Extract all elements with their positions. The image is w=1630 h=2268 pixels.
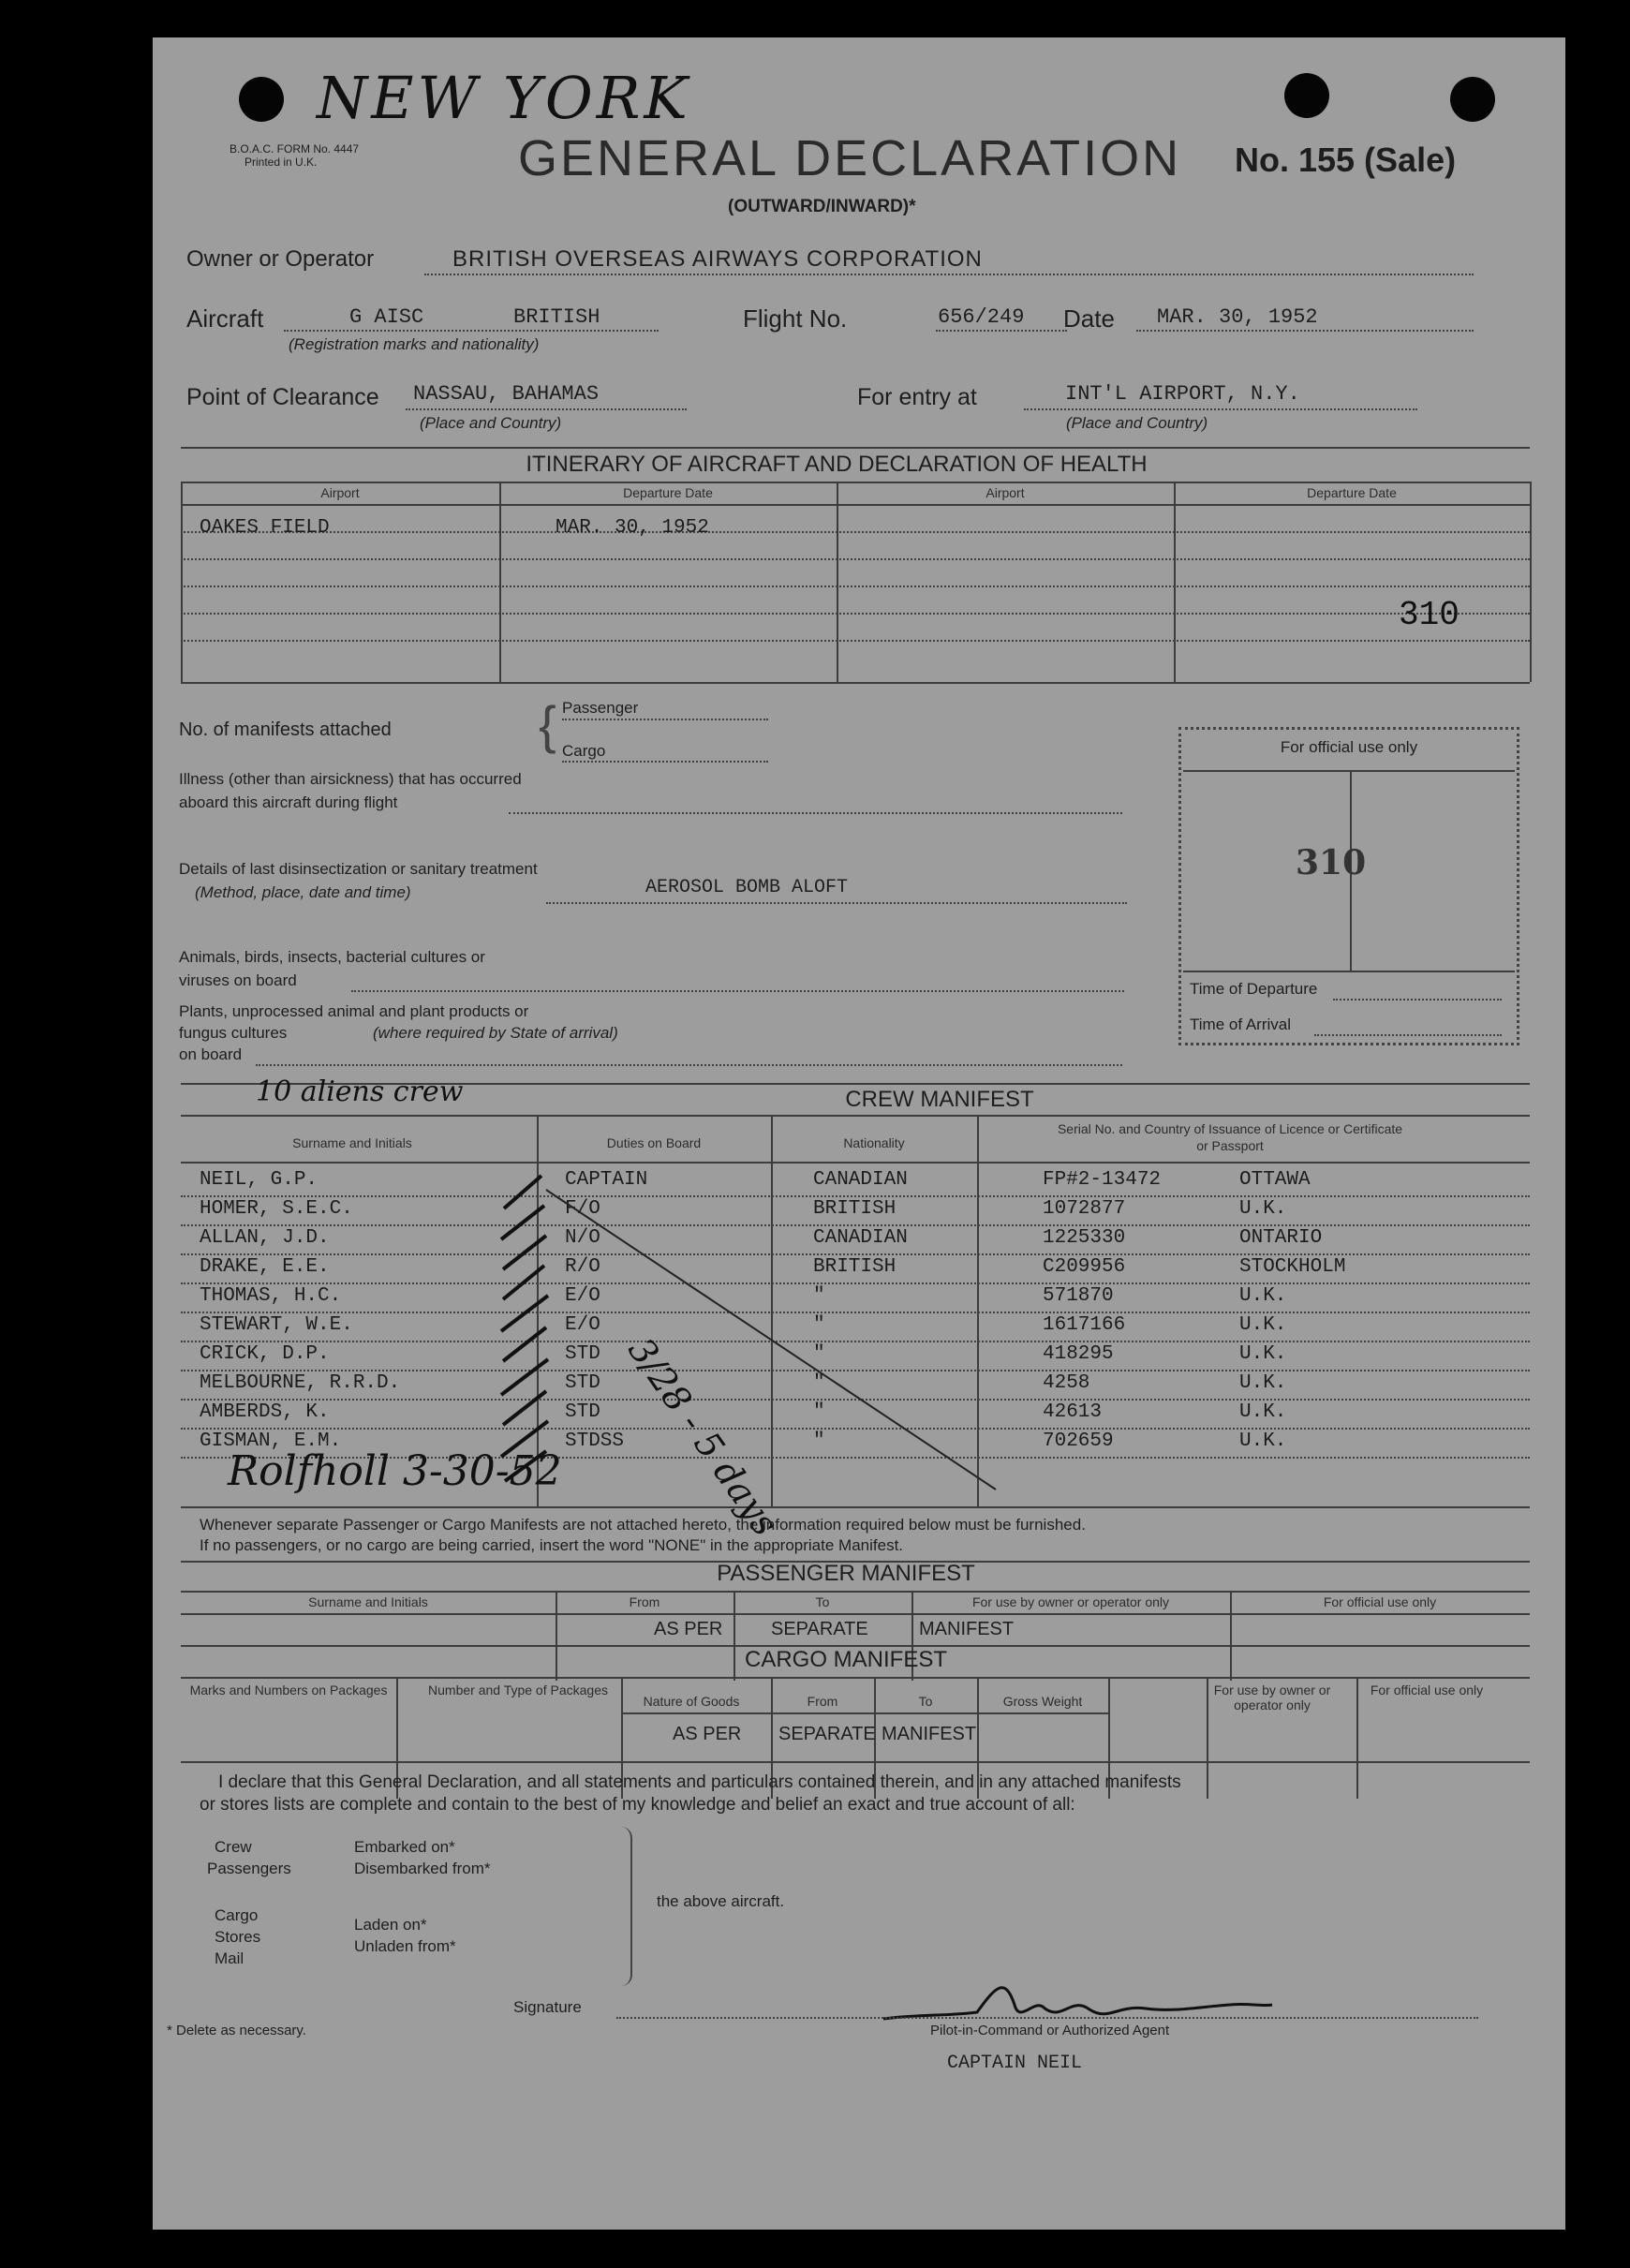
- crew-serial-cell: 1072877: [1043, 1198, 1126, 1220]
- manifests-brace: {: [539, 695, 556, 754]
- cargo-header-weight: Gross Weight: [1002, 1694, 1083, 1709]
- page-subtitle: (OUTWARD/INWARD)*: [728, 197, 916, 216]
- plants-line1: Plants, unprocessed animal and plant products or: [179, 1002, 529, 1020]
- crew-name-cell: DRAKE, E.E.: [200, 1256, 330, 1278]
- itinerary-header-airport: Airport: [320, 485, 360, 500]
- signature-under: Pilot-in-Command or Authorized Agent: [930, 2023, 1170, 2038]
- itinerary-row-rule: [181, 640, 1530, 642]
- crew-name-cell: MELBOURNE, R.R.D.: [200, 1372, 401, 1394]
- disinsect-rule: [546, 902, 1127, 904]
- crew-name-cell: NEIL, G.P.: [200, 1169, 319, 1191]
- owner-value: BRITISH OVERSEAS AIRWAYS CORPORATION: [452, 246, 983, 272]
- notice-line1: Whenever separate Passenger or Cargo Manifests are not attached hereto, the information required below must be furnished.: [200, 1516, 1086, 1534]
- cargo-header-nature: Nature of Goods: [643, 1694, 740, 1709]
- plants-line3: on board: [179, 1045, 243, 1063]
- crew-duty-cell: N/O: [565, 1227, 600, 1249]
- declaration-line1: I declare that this General Declaration, and all statements and particulars contained therein, and in any attached manifests: [218, 1772, 1181, 1792]
- crew-country-cell: U.K.: [1239, 1198, 1287, 1220]
- illness-rule: [509, 812, 1122, 814]
- passenger-col-line: [556, 1591, 557, 1681]
- passenger-header-name: Surname and Initials: [308, 1594, 428, 1609]
- entry-label: For entry at: [857, 384, 977, 410]
- crew-serial-cell: 571870: [1043, 1285, 1114, 1307]
- declaration-passengers: Passengers: [207, 1860, 291, 1877]
- declaration-stores: Stores: [215, 1928, 261, 1946]
- declaration-crew: Crew: [215, 1838, 252, 1856]
- itinerary-col-line: [499, 482, 501, 682]
- itinerary-title: ITINERARY OF AIRCRAFT AND DECLARATION OF HEALTH: [526, 452, 1148, 477]
- crew-header-serial: Serial No. and Country of Issuance of Licence or Certificate or Passport: [1057, 1121, 1403, 1153]
- aircraft-rule: [284, 330, 659, 332]
- clearance-sublabel: (Place and Country): [420, 414, 562, 432]
- disinsect-value: AEROSOL BOMB ALOFT: [645, 877, 849, 898]
- declaration-embarked: Embarked on*: [354, 1838, 455, 1856]
- official-departure-rule: [1333, 999, 1502, 1001]
- form-number-line1: B.O.A.C. FORM No. 4447: [230, 142, 360, 156]
- official-box-title: For official use only: [1280, 738, 1418, 756]
- punch-hole: [1284, 73, 1329, 118]
- aircraft-sublabel: (Registration marks and nationality): [289, 335, 540, 353]
- owner-rule: [424, 274, 1474, 275]
- crew-handwritten-signoff: Rolfholl 3-30-52: [228, 1447, 562, 1495]
- aircraft-nationality: BRITISH: [513, 305, 600, 329]
- itinerary-col-line: [1530, 482, 1532, 682]
- passenger-header-operator: For use by owner or operator only: [971, 1594, 1170, 1609]
- plants-line2: fungus cultures: [179, 1024, 288, 1042]
- cargo-header-from: From: [807, 1694, 838, 1709]
- crew-name-cell: ALLAN, J.D.: [200, 1227, 330, 1249]
- animals-line2: viruses on board: [179, 971, 297, 989]
- crew-duty-cell: F/O: [565, 1198, 600, 1220]
- crew-title-rule: [181, 1115, 1530, 1117]
- crew-duty-cell: CAPTAIN: [565, 1169, 648, 1191]
- crew-name-cell: STEWART, W.E.: [200, 1314, 353, 1336]
- crew-name-cell: GISMAN, E.M.: [200, 1430, 342, 1452]
- crew-name-cell: HOMER, S.E.C.: [200, 1198, 353, 1220]
- itinerary-header-airport: Airport: [985, 485, 1025, 500]
- manifests-label: No. of manifests attached: [179, 719, 392, 740]
- passenger-header-from: From: [629, 1594, 660, 1609]
- itinerary-col-line: [837, 482, 838, 682]
- crew-nationality-cell: ": [813, 1372, 825, 1394]
- crew-manifest-title: CREW MANIFEST: [845, 1087, 1034, 1112]
- crew-bottom-rule: [181, 1506, 1530, 1508]
- crew-country-cell: STOCKHOLM: [1239, 1256, 1346, 1278]
- crew-serial-cell: FP#2-13472: [1043, 1169, 1162, 1191]
- clearance-rule: [406, 408, 687, 410]
- aircraft-registration: G AISC: [349, 305, 424, 329]
- declaration-mail: Mail: [215, 1949, 244, 1967]
- manifests-cargo-rule: [562, 761, 768, 763]
- crew-header-name: Surname and Initials: [292, 1135, 412, 1150]
- cargo-row-value: AS PER: [673, 1724, 742, 1744]
- disinsect-line1: Details of last disinsectization or sanitary treatment: [179, 860, 538, 878]
- crew-serial-cell: 418295: [1043, 1343, 1114, 1365]
- crew-country-cell: OTTAWA: [1239, 1169, 1311, 1191]
- crew-diagonal-note: 3/28 - 5 days: [619, 1330, 787, 1544]
- passenger-header-official: For official use only: [1323, 1594, 1437, 1609]
- crew-country-cell: U.K.: [1239, 1430, 1287, 1452]
- itinerary-col-line: [1174, 482, 1176, 682]
- footnote: * Delete as necessary.: [167, 2023, 306, 2038]
- plants-note: (where required by State of arrival): [373, 1024, 618, 1042]
- date-rule: [1136, 330, 1474, 332]
- cargo-header-packages: Number and Type of Packages: [428, 1682, 608, 1697]
- passenger-row-value: AS PER: [654, 1619, 723, 1639]
- punch-hole: [239, 77, 284, 122]
- declaration-brace: [621, 1827, 632, 1986]
- cargo-col-line: [1207, 1677, 1208, 1799]
- crew-serial-cell: C209956: [1043, 1256, 1126, 1278]
- cargo-col-line: [1356, 1677, 1358, 1799]
- itinerary-col-line: [181, 482, 183, 682]
- page-title: GENERAL DECLARATION: [518, 130, 1182, 186]
- passenger-manifest-title: PASSENGER MANIFEST: [717, 1561, 975, 1586]
- passenger-row-value: SEPARATE: [771, 1619, 868, 1639]
- itinerary-bottom-rule: [181, 682, 1530, 684]
- crew-nationality-cell: ": [813, 1343, 825, 1365]
- crew-header-nationality: Nationality: [843, 1135, 905, 1150]
- cargo-row-value: SEPARATE: [778, 1724, 876, 1744]
- crew-serial-cell: 702659: [1043, 1430, 1114, 1452]
- cargo-header-operator: For use by owner or operator only: [1213, 1682, 1331, 1712]
- crew-country-cell: ONTARIO: [1239, 1227, 1323, 1249]
- itinerary-row-rule: [181, 504, 1530, 506]
- declaration-cargo: Cargo: [215, 1906, 259, 1924]
- illness-line2: aboard this aircraft during flight: [179, 793, 398, 811]
- punch-hole: [1450, 77, 1495, 122]
- cargo-title-rule: [181, 1677, 1530, 1679]
- entry-rule: [1024, 408, 1417, 410]
- owner-label: Owner or Operator: [186, 246, 375, 272]
- signature-label: Signature: [513, 1998, 582, 2016]
- declaration-form: [153, 37, 1565, 2230]
- disinsect-line2: (Method, place, date and time): [195, 883, 411, 901]
- official-box-arrival: Time of Arrival: [1190, 1015, 1292, 1033]
- crew-serial-cell: 1225330: [1043, 1227, 1126, 1249]
- itinerary-header-rule: [181, 482, 1530, 483]
- crew-nationality-cell: CANADIAN: [813, 1169, 908, 1191]
- itinerary-row-rule: [181, 558, 1530, 560]
- itinerary-row-rule: [181, 531, 1530, 533]
- flight-value: 656/249: [938, 305, 1025, 329]
- flight-rule: [936, 330, 1067, 332]
- itinerary-row-rule: [181, 613, 1530, 615]
- cargo-header-official: For official use only: [1370, 1682, 1484, 1697]
- crew-country-cell: U.K.: [1239, 1372, 1287, 1394]
- itinerary-airport-cell: OAKES FIELD: [200, 517, 330, 539]
- crew-country-cell: U.K.: [1239, 1285, 1287, 1307]
- passenger-header-rule: [181, 1613, 1530, 1615]
- itinerary-top-rule: [181, 447, 1530, 449]
- crew-nationality-cell: ": [813, 1314, 825, 1336]
- crew-duty-cell: STDSS: [565, 1430, 625, 1452]
- crew-duty-cell: STD: [565, 1343, 600, 1365]
- declaration-number: No. 155 (Sale): [1235, 141, 1457, 179]
- passenger-col-line: [1230, 1591, 1232, 1681]
- animals-rule: [351, 990, 1124, 992]
- crew-serial-cell: 4258: [1043, 1372, 1090, 1394]
- crew-nationality-cell: ": [813, 1285, 825, 1307]
- itinerary-header-departure: Departure Date: [1307, 485, 1397, 500]
- official-arrival-rule: [1314, 1034, 1502, 1036]
- itinerary-stamp: 310: [1399, 596, 1460, 634]
- cargo-header-rule: [621, 1712, 1108, 1714]
- crew-nationality-cell: ": [813, 1430, 825, 1452]
- diagonal-strike: [527, 1180, 1015, 1499]
- crew-header-rule: [181, 1162, 1530, 1164]
- declaration-unladen: Unladen from*: [354, 1937, 456, 1955]
- crew-name-cell: CRICK, D.P.: [200, 1343, 330, 1365]
- date-value: MAR. 30, 1952: [1157, 305, 1318, 329]
- crew-nationality-cell: BRITISH: [813, 1256, 896, 1278]
- manifests-passenger-rule: [562, 719, 768, 720]
- clearance-value: NASSAU, BAHAMAS: [413, 382, 600, 406]
- crew-nationality-cell: BRITISH: [813, 1198, 896, 1220]
- entry-value: INT'L AIRPORT, N.Y.: [1065, 382, 1300, 406]
- date-label: Date: [1063, 304, 1115, 333]
- aircraft-label: Aircraft: [186, 304, 264, 333]
- crew-duty-cell: E/O: [565, 1314, 600, 1336]
- entry-sublabel: (Place and Country): [1066, 414, 1208, 432]
- itinerary-row-rule: [181, 586, 1530, 587]
- declaration-disembarked: Disembarked from*: [354, 1860, 491, 1877]
- cargo-bottom-rule: [181, 1761, 1530, 1763]
- declaration-right: the above aircraft.: [657, 1892, 785, 1910]
- manifests-cargo: Cargo: [562, 742, 606, 760]
- crew-duty-cell: STD: [565, 1372, 600, 1394]
- illness-line1: Illness (other than airsickness) that has occurred: [179, 770, 522, 788]
- cargo-manifest-title: CARGO MANIFEST: [744, 1647, 947, 1672]
- handwritten-city: NEW YORK: [317, 64, 691, 132]
- official-box-rule: [1183, 971, 1515, 972]
- crew-serial-cell: 42613: [1043, 1401, 1103, 1423]
- crew-name-cell: THOMAS, H.C.: [200, 1285, 342, 1307]
- crew-country-cell: U.K.: [1239, 1401, 1287, 1423]
- crew-country-cell: U.K.: [1239, 1343, 1287, 1365]
- crew-name-cell: AMBERDS, K.: [200, 1401, 330, 1423]
- notice-line2: If no passengers, or no cargo are being carried, insert the word "NONE" in the appropriate Manifest.: [200, 1536, 904, 1554]
- crew-header-duties: Duties on Board: [606, 1135, 702, 1150]
- itinerary-date-cell: MAR. 30, 1952: [556, 517, 709, 539]
- crew-duty-cell: R/O: [565, 1256, 600, 1278]
- official-box-stamp: 310: [1296, 843, 1367, 882]
- plants-rule: [256, 1064, 1122, 1066]
- crew-nationality-cell: CANADIAN: [813, 1227, 908, 1249]
- itinerary-header-departure: Departure Date: [623, 485, 713, 500]
- official-box-departure: Time of Departure: [1190, 980, 1318, 998]
- cargo-row-value: MANIFEST: [882, 1724, 977, 1744]
- passenger-row-value: MANIFEST: [919, 1619, 1015, 1639]
- cargo-header-marks: Marks and Numbers on Packages: [189, 1682, 388, 1697]
- form-number-line2: Printed in U.K.: [244, 156, 318, 169]
- crew-duty-cell: E/O: [565, 1285, 600, 1307]
- crew-country-cell: U.K.: [1239, 1314, 1287, 1336]
- signature-name: CAPTAIN NEIL: [947, 2053, 1083, 2074]
- manifests-passenger: Passenger: [562, 699, 639, 717]
- crew-handwritten-note: 10 aliens crew: [256, 1075, 464, 1108]
- flight-label: Flight No.: [743, 304, 848, 333]
- crew-duty-cell: STD: [565, 1401, 600, 1423]
- signature-rule: [616, 2017, 1478, 2019]
- passenger-header-to: To: [815, 1594, 830, 1609]
- crew-serial-cell: 1617166: [1043, 1314, 1126, 1336]
- animals-line1: Animals, birds, insects, bacterial cultures or: [179, 948, 485, 966]
- clearance-label: Point of Clearance: [186, 384, 379, 410]
- cargo-header-to: To: [918, 1694, 933, 1709]
- crew-nationality-cell: ": [813, 1401, 825, 1423]
- official-box-rule: [1183, 770, 1515, 772]
- declaration-line2: or stores lists are complete and contain to the best of my knowledge and belief an exact and true account of all:: [200, 1795, 1075, 1815]
- passenger-title-rule: [181, 1591, 1530, 1593]
- declaration-laden: Laden on*: [354, 1916, 427, 1934]
